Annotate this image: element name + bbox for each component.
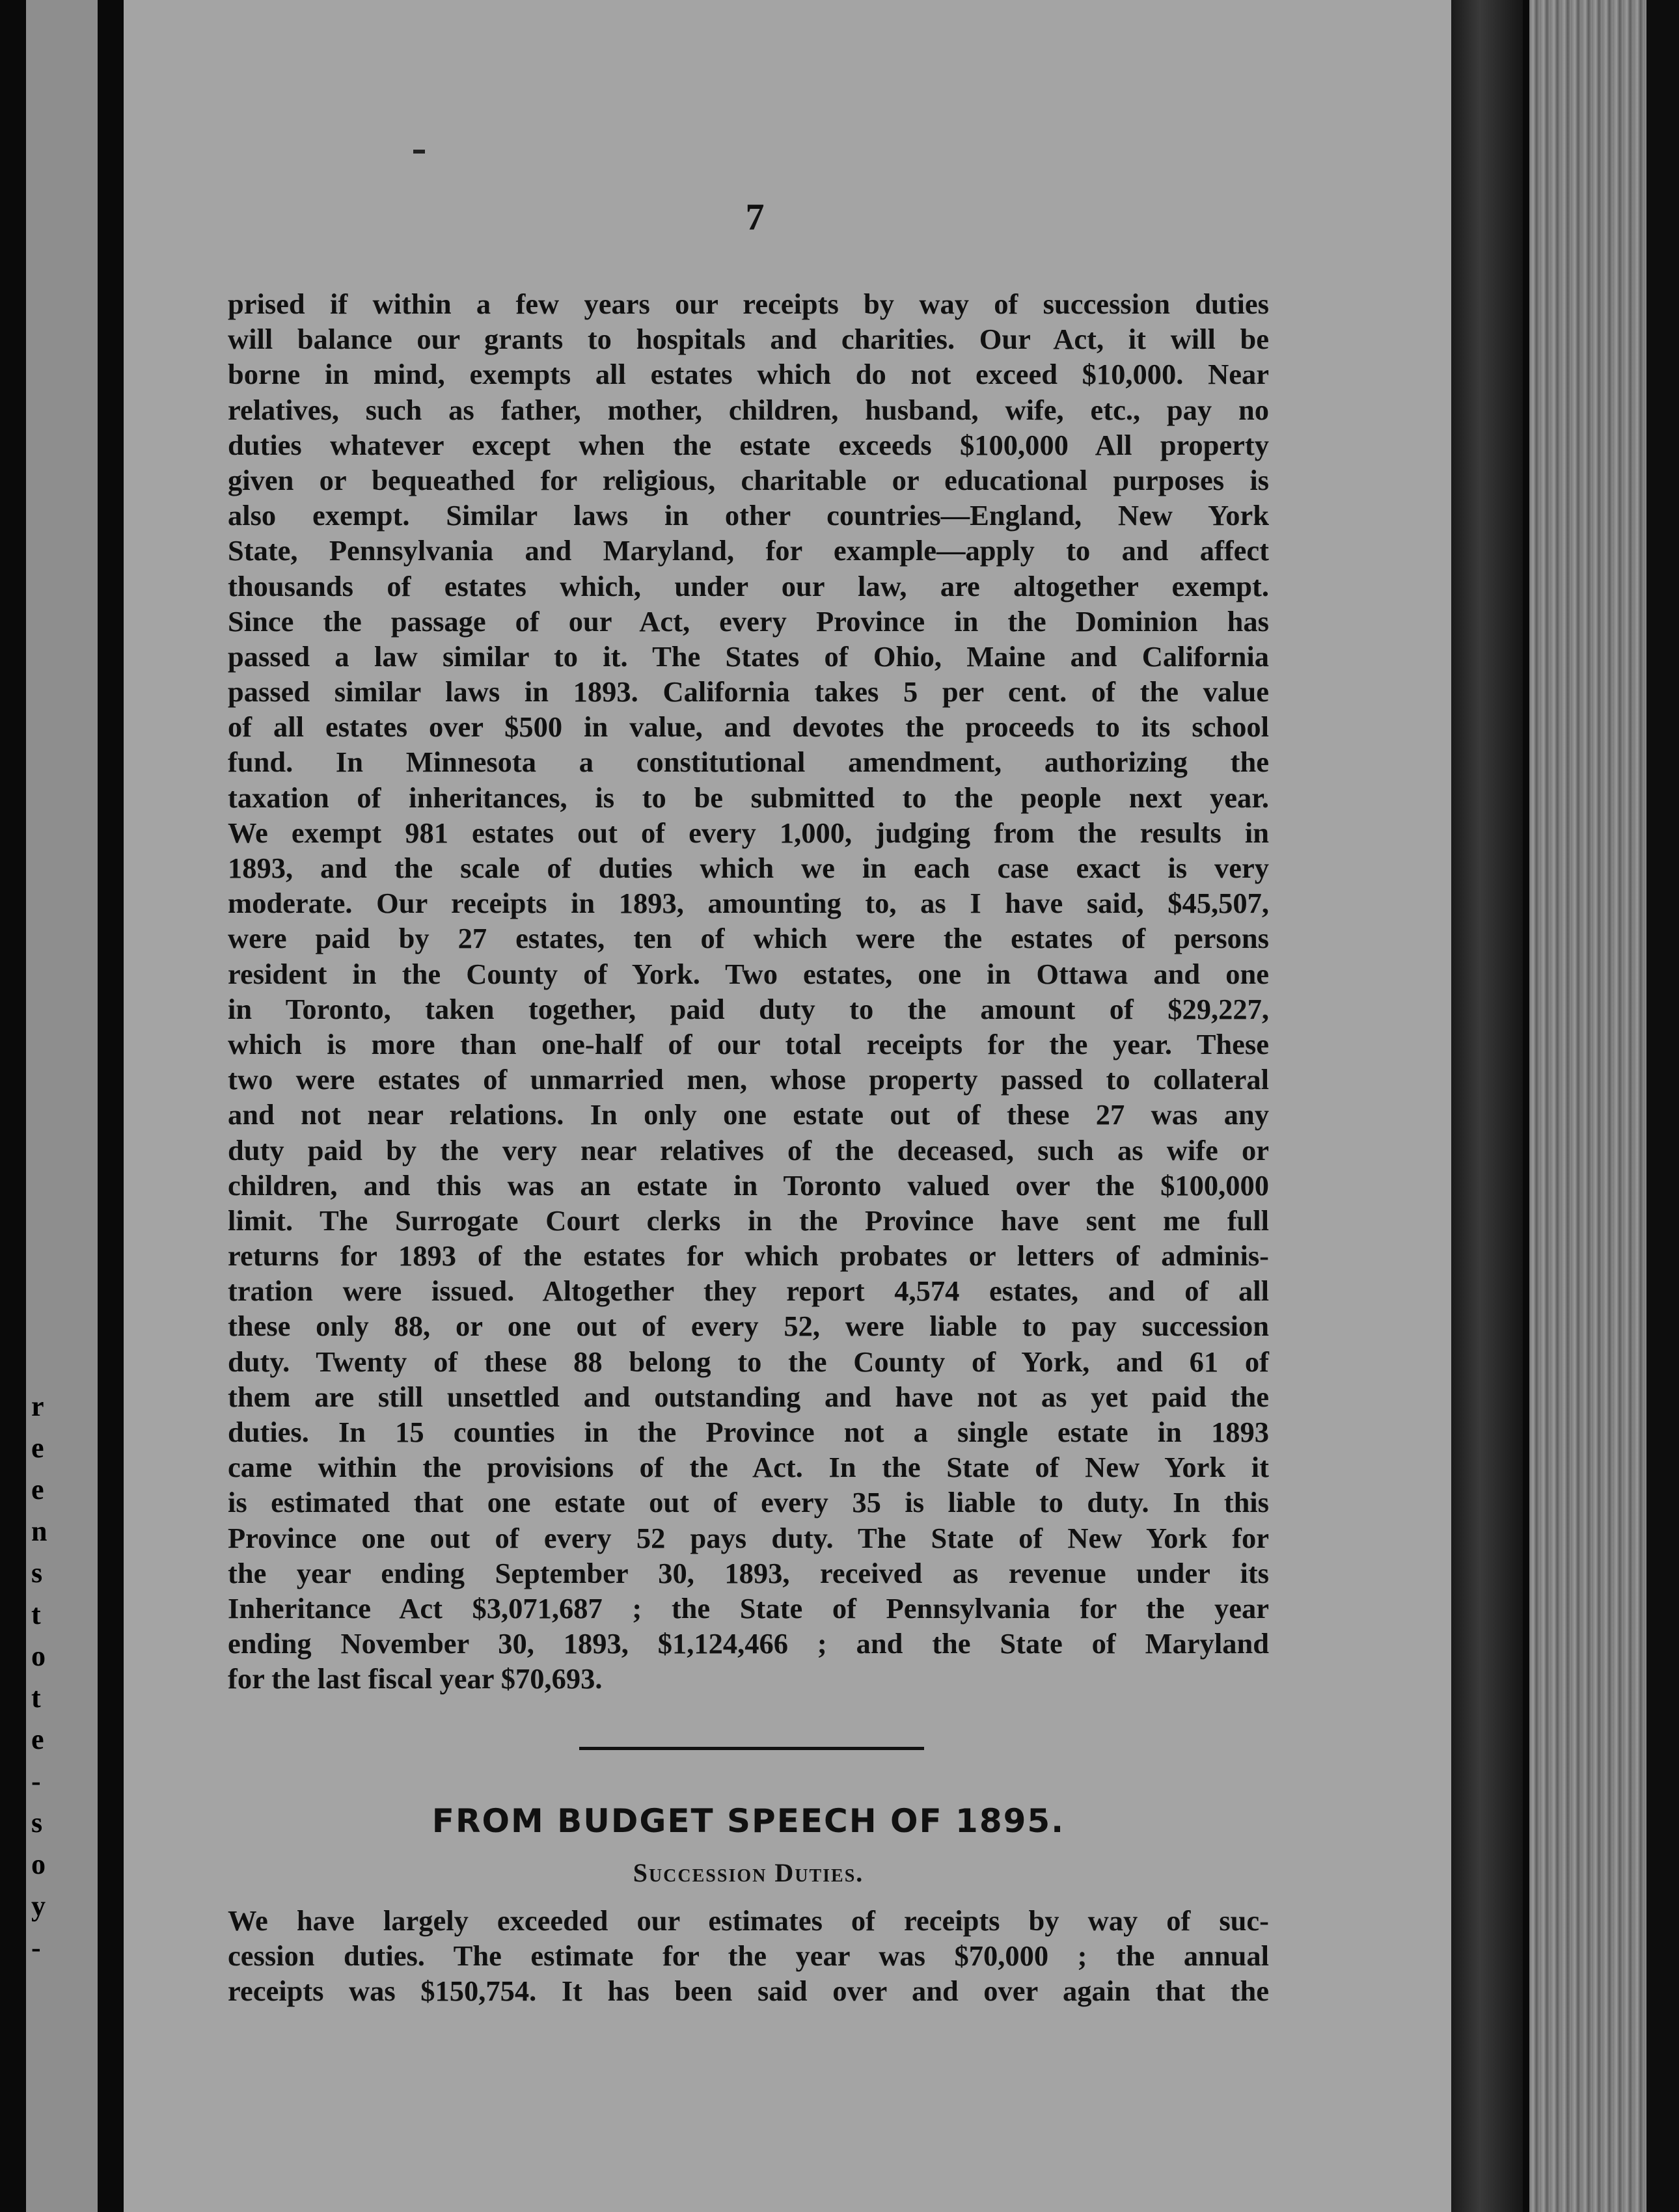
text-line: were paid by 27 estates, ten of which were the estates of persons — [228, 922, 1269, 955]
text-line: borne in mind, exempts all estates which do not exceed $10,000. Near — [228, 358, 1269, 391]
text-line: We have largely exceeded our estimates of receipts by way of suc- — [228, 1904, 1269, 1937]
text-line: duties whatever except when the estate exceeds $100,000 All property — [228, 428, 1269, 461]
text-line: duties. In 15 counties in the Province not a single estate in 1893 — [228, 1416, 1269, 1448]
text-line: taxation of inheritances, is to be submitted to the people next year. — [228, 781, 1269, 814]
facing-page-letter: e — [31, 1432, 44, 1464]
text-line: thousands of estates which, under our law, are altogether exempt. — [228, 569, 1269, 602]
text-line: passed similar laws in 1893. California takes 5 per cent. of the value — [228, 675, 1269, 708]
text-line: is estimated that one estate out of every 35 is liable to duty. In this — [228, 1486, 1269, 1519]
facing-page-letter: s — [31, 1557, 43, 1589]
text-line: Inheritance Act $3,071,687 ; the State of Pennsylvania for the year — [228, 1591, 1269, 1625]
facing-page-letter: - — [31, 1932, 41, 1963]
text-line: the year ending September 30, 1893, received as revenue under its — [228, 1556, 1269, 1589]
facing-page-letter: - — [31, 1765, 41, 1797]
text-line: receipts was $150,754. It has been said over and over again that the — [228, 1975, 1269, 2008]
section-subheading: Succession Duties. — [633, 1858, 864, 1887]
facing-page-letter: e — [31, 1723, 44, 1755]
text-line: tration were issued. Altogether they report 4,574 estates, and of all — [228, 1275, 1269, 1308]
text-line: We exempt 981 estates out of every 1,000, judging from the results in — [228, 816, 1269, 849]
facing-page-letter: r — [31, 1390, 44, 1422]
facing-page-text-fragment — [31, 1386, 57, 1969]
section-heading: FROM BUDGET SPEECH OF 1895. — [431, 1802, 1065, 1840]
text-line: two were estates of unmarried men, whose property passed to collateral — [228, 1063, 1269, 1096]
text-line: given or bequeathed for religious, charitable or educational purposes is — [228, 463, 1269, 496]
page-stack-edge — [1529, 0, 1646, 2212]
text-line: passed a law similar to it. The States of Ohio, Maine and California — [228, 640, 1269, 673]
text-line: fund. In Minnesota a constitutional amendment, authorizing the — [228, 746, 1269, 779]
text-line: duty paid by the very near relatives of the deceased, such as wife or — [228, 1133, 1269, 1167]
text-line: children, and this was an estate in Toronto valued over the $100,000 — [228, 1168, 1269, 1202]
text-line: State, Pennsylvania and Maryland, for example—apply to and affect — [228, 534, 1269, 567]
text-line: ending November 30, 1893, $1,124,466 ; and the State of Maryland — [228, 1627, 1269, 1660]
text-line: them are still unsettled and outstanding and have not as yet paid the — [228, 1380, 1269, 1413]
text-line: of all estates over $500 in value, and devotes the proceeds to its school — [228, 710, 1269, 744]
scan-border-right — [1646, 0, 1679, 2212]
section-paragraph — [228, 1903, 1269, 2009]
text-line: moderate. Our receipts in 1893, amounting to, as I have said, $45,507, — [228, 887, 1269, 920]
text-line: and not near relations. In only one estate out of these 27 was any — [228, 1098, 1269, 1131]
text-line: prised if within a few years our receipts by way of succession duties — [228, 288, 1269, 320]
text-line: cession duties. The estimate for the year was $70,000 ; the annual — [228, 1939, 1269, 1973]
facing-page-letter: e — [31, 1474, 44, 1505]
text-line: limit. The Surrogate Court clerks in the Province have sent me full — [228, 1204, 1269, 1237]
text-line: returns for 1893 of the estates for which probates or letters of adminis- — [228, 1239, 1269, 1273]
text-line: will balance our grants to hospitals and charities. Our Act, it will be — [228, 323, 1269, 356]
text-line: Since the passage of our Act, every Province in the Dominion has — [228, 604, 1269, 638]
facing-page-letter: t — [31, 1598, 41, 1630]
text-line: for the last fiscal year $70,693. — [228, 1662, 603, 1695]
section-divider — [579, 1747, 924, 1750]
main-paragraph — [228, 286, 1269, 1697]
text-line: also exempt. Similar laws in other countries—England, New York — [228, 499, 1269, 532]
facing-page-letter: y — [31, 1890, 46, 1922]
book-gutter-shadow — [1451, 0, 1523, 2212]
facing-page-letter: o — [31, 1640, 46, 1672]
text-line: relatives, such as father, mother, children, husband, wife, etc., pay no — [228, 393, 1269, 426]
text-line: which is more than one-half of our total receipts for the year. These — [228, 1027, 1269, 1060]
text-line: duty. Twenty of these 88 belong to the County of York, and 61 of — [228, 1345, 1269, 1378]
text-line: came within the provisions of the Act. In the State of New York it — [228, 1451, 1269, 1484]
ink-mark — [413, 150, 425, 154]
facing-page-letter: n — [31, 1515, 48, 1547]
page-number: 7 — [745, 196, 765, 238]
facing-page-edge — [26, 0, 98, 2212]
text-line: in Toronto, taken together, paid duty to the amount of $29,227, — [228, 992, 1269, 1025]
text-line: resident in the County of York. Two estates, one in Ottawa and one — [228, 957, 1269, 990]
facing-page-letter: t — [31, 1682, 41, 1714]
facing-page-letter: s — [31, 1807, 43, 1839]
text-line: these only 88, or one out of every 52, were liable to pay succession — [228, 1310, 1269, 1343]
text-line: 1893, and the scale of duties which we in each case exact is very — [228, 852, 1269, 884]
facing-page-letter: o — [31, 1848, 46, 1880]
text-line: Province one out of every 52 pays duty. The State of New York for — [228, 1521, 1269, 1554]
